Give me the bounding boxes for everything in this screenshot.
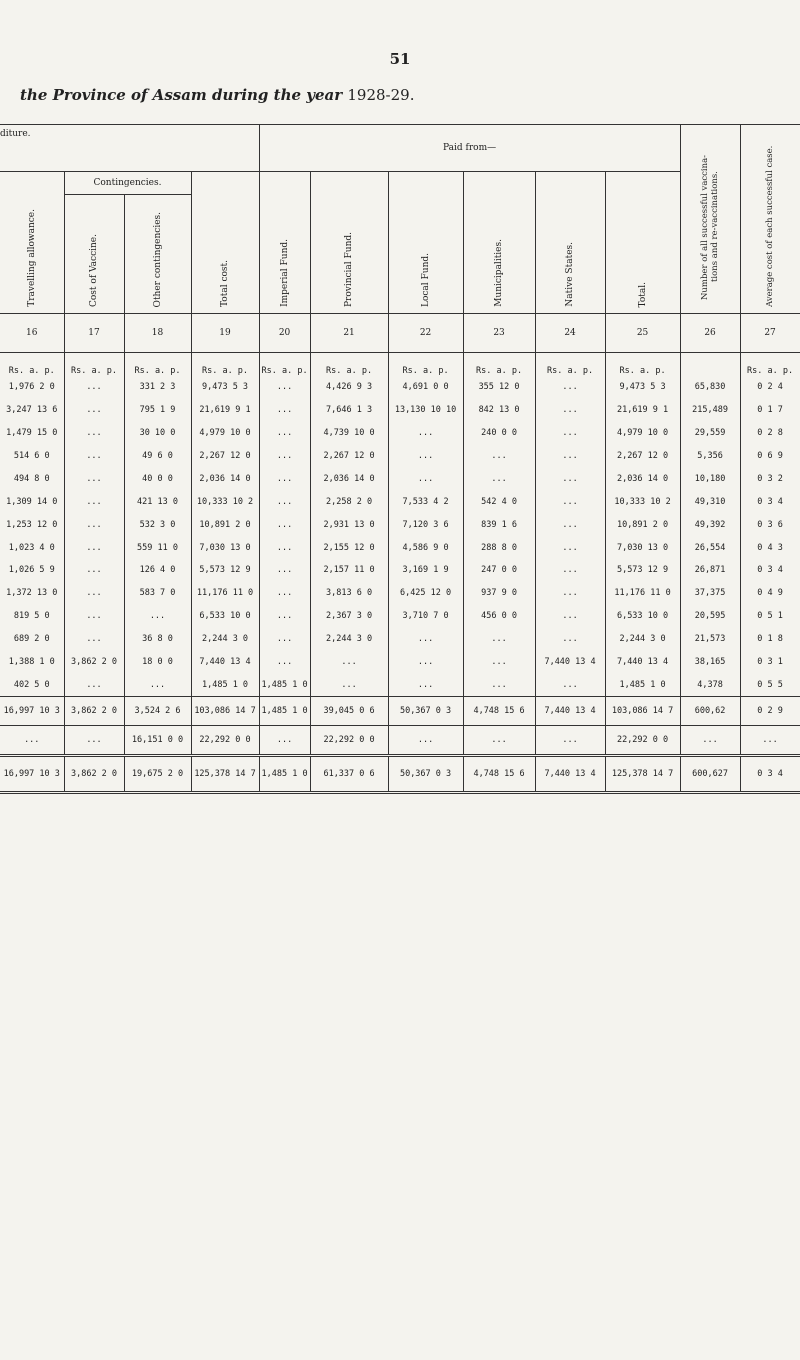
table-cell: ... <box>259 490 310 513</box>
table-cell: 247 0 0 <box>463 559 535 582</box>
table-cell: ... <box>64 467 124 490</box>
total-cell: 22,292 0 0 <box>605 726 680 756</box>
column-number: 18 <box>124 314 191 353</box>
table-cell: ... <box>535 513 605 536</box>
total-cell: 22,292 0 0 <box>191 726 259 756</box>
table-cell: 819 5 0 <box>0 605 64 628</box>
table-cell: 11,176 11 0 <box>191 582 259 605</box>
total-cell: 19,675 2 0 <box>124 756 191 793</box>
table-cell: 4,586 9 0 <box>388 536 463 559</box>
table-cell: 2,036 14 0 <box>310 467 388 490</box>
table-cell: 49 6 0 <box>124 445 191 468</box>
table-cell: ... <box>64 673 124 696</box>
table-cell: 689 2 0 <box>0 628 64 651</box>
unit-label: Rs. a. p. <box>310 353 388 376</box>
total-cell: 50,367 0 3 <box>388 756 463 793</box>
table-cell: 0 2 4 <box>740 376 800 399</box>
table-row <box>0 399 800 422</box>
table-cell: ... <box>535 628 605 651</box>
column-number: 19 <box>191 314 259 353</box>
table-cell: 6,533 10 0 <box>605 605 680 628</box>
table-cell: 21,573 <box>680 628 740 651</box>
table-cell: 2,036 14 0 <box>605 467 680 490</box>
total-cell: 0 2 9 <box>740 697 800 726</box>
table-row <box>0 490 800 513</box>
table-row <box>0 445 800 468</box>
table-cell: ... <box>64 376 124 399</box>
number-successful-header: Number of all successful vaccina- tions and re-vaccinations. <box>680 125 740 314</box>
table-cell: 3,862 2 0 <box>64 651 124 674</box>
table-cell: ... <box>259 536 310 559</box>
table-cell: 21,619 9 1 <box>605 399 680 422</box>
table-cell: 937 9 0 <box>463 582 535 605</box>
table-cell: ... <box>535 376 605 399</box>
table-cell: 0 4 3 <box>740 536 800 559</box>
table-cell: ... <box>310 673 388 696</box>
table-cell: 1,485 1 0 <box>259 673 310 696</box>
column-number: 17 <box>64 314 124 353</box>
unit-label: Rs. a. p. <box>605 353 680 376</box>
table-cell: ... <box>463 467 535 490</box>
table-totals <box>0 697 800 793</box>
table-cell: ... <box>64 605 124 628</box>
table-cell: 13,130 10 10 <box>388 399 463 422</box>
table-cell: ... <box>388 651 463 674</box>
table-cell: ... <box>535 445 605 468</box>
table-cell: ... <box>535 467 605 490</box>
table-cell: ... <box>124 673 191 696</box>
table-cell: 1,485 1 0 <box>605 673 680 696</box>
table-cell: 2,244 3 0 <box>191 628 259 651</box>
table-cell: ... <box>64 490 124 513</box>
column-number: 20 <box>259 314 310 353</box>
column-number: 24 <box>535 314 605 353</box>
table-cell: 5,573 12 9 <box>191 559 259 582</box>
total-cell: 1,485 1 0 <box>259 756 310 793</box>
table-cell: ... <box>64 422 124 445</box>
table-cell: 26,871 <box>680 559 740 582</box>
table-cell: 7,120 3 6 <box>388 513 463 536</box>
table-cell: ... <box>259 513 310 536</box>
table-cell: 402 5 0 <box>0 673 64 696</box>
table-cell: ... <box>388 467 463 490</box>
table-cell: 20,595 <box>680 605 740 628</box>
table-cell: ... <box>310 651 388 674</box>
table-cell: 514 6 0 <box>0 445 64 468</box>
total-cell: 16,997 10 3 <box>0 756 64 793</box>
table-cell: 1,976 2 0 <box>0 376 64 399</box>
paid-from-header: Paid from— <box>259 125 680 172</box>
local-fund-header: Local Fund. <box>388 172 463 314</box>
table-cell: 3,710 7 0 <box>388 605 463 628</box>
total-cell: 39,045 0 6 <box>310 697 388 726</box>
column-number: 16 <box>0 314 64 353</box>
other-contingencies-header: Other contingencies. <box>124 195 191 314</box>
subtotal-row <box>0 697 800 726</box>
total-cost-header: Total cost. <box>191 172 259 314</box>
table-cell: 2,258 2 0 <box>310 490 388 513</box>
expenditure-table <box>0 124 800 794</box>
table-cell: 2,244 3 0 <box>310 628 388 651</box>
contingencies-header: Contingencies. <box>64 172 191 195</box>
total-cell: ... <box>463 726 535 756</box>
table-cell: ... <box>259 422 310 445</box>
table-cell: 7,030 13 0 <box>605 536 680 559</box>
table-cell: 11,176 11 0 <box>605 582 680 605</box>
table-cell: 3,169 1 9 <box>388 559 463 582</box>
table-cell: ... <box>64 513 124 536</box>
table-cell: 7,030 13 0 <box>191 536 259 559</box>
table-row <box>0 605 800 628</box>
table-body <box>0 353 800 697</box>
table-cell: ... <box>463 628 535 651</box>
table-cell: 7,440 13 4 <box>191 651 259 674</box>
table-cell: 4,979 10 0 <box>191 422 259 445</box>
total-cell: 0 3 4 <box>740 756 800 793</box>
table-cell: 542 4 0 <box>463 490 535 513</box>
unit-label: Rs. a. p. <box>259 353 310 376</box>
table-cell: ... <box>535 582 605 605</box>
table-cell: ... <box>259 559 310 582</box>
table-cell: 5,573 12 9 <box>605 559 680 582</box>
provincial-fund-header: Provincial Fund. <box>310 172 388 314</box>
total-cell: 125,378 14 7 <box>605 756 680 793</box>
table-cell: 1,253 12 0 <box>0 513 64 536</box>
table-cell: 26,554 <box>680 536 740 559</box>
table-cell: 6,425 12 0 <box>388 582 463 605</box>
table-cell: ... <box>259 376 310 399</box>
table-cell: 10,891 2 0 <box>191 513 259 536</box>
table-cell: 0 6 9 <box>740 445 800 468</box>
total-header: Total. <box>605 172 680 314</box>
grand-total-row <box>0 756 800 793</box>
table-cell: 215,489 <box>680 399 740 422</box>
column-number: 27 <box>740 314 800 353</box>
table-cell: ... <box>259 445 310 468</box>
total-cell: 103,086 14 7 <box>605 697 680 726</box>
unit-label: Rs. a. p. <box>191 353 259 376</box>
table-cell: 21,619 9 1 <box>191 399 259 422</box>
table-cell: ... <box>535 536 605 559</box>
unit-label: Rs. a. p. <box>740 353 800 376</box>
page-title <box>20 86 414 104</box>
table-cell: ... <box>259 467 310 490</box>
table-cell: 37,375 <box>680 582 740 605</box>
expenditure-table-wrap <box>0 124 800 794</box>
table-cell: 36 8 0 <box>124 628 191 651</box>
table-cell: 38,165 <box>680 651 740 674</box>
total-cell: 16,997 10 3 <box>0 697 64 726</box>
table-cell: 583 7 0 <box>124 582 191 605</box>
table-cell: 2,267 12 0 <box>605 445 680 468</box>
table-cell: 0 3 4 <box>740 490 800 513</box>
table-row <box>0 559 800 582</box>
table-cell: 9,473 5 3 <box>191 376 259 399</box>
unit-label: Rs. a. p. <box>0 353 64 376</box>
table-cell: 2,244 3 0 <box>605 628 680 651</box>
total-cell: 600,627 <box>680 756 740 793</box>
table-cell: 49,310 <box>680 490 740 513</box>
table-cell: 7,646 1 3 <box>310 399 388 422</box>
table-cell: 331 2 3 <box>124 376 191 399</box>
table-cell: 0 2 8 <box>740 422 800 445</box>
table-row <box>0 536 800 559</box>
total-cell: 1,485 1 0 <box>259 697 310 726</box>
table-cell: ... <box>535 399 605 422</box>
table-cell: 65,830 <box>680 376 740 399</box>
table-row <box>0 467 800 490</box>
total-cell: ... <box>64 726 124 756</box>
table-cell: ... <box>64 445 124 468</box>
total-cell: 4,748 15 6 <box>463 756 535 793</box>
table-cell: 0 5 5 <box>740 673 800 696</box>
total-cell: ... <box>0 726 64 756</box>
table-cell: 0 1 7 <box>740 399 800 422</box>
column-number: 21 <box>310 314 388 353</box>
table-cell: ... <box>388 422 463 445</box>
table-cell: ... <box>535 490 605 513</box>
table-cell: 10,180 <box>680 467 740 490</box>
table-cell: 240 0 0 <box>463 422 535 445</box>
table-cell: 30 10 0 <box>124 422 191 445</box>
table-row <box>0 513 800 536</box>
table-cell: 49,392 <box>680 513 740 536</box>
total-cell: 4,748 15 6 <box>463 697 535 726</box>
table-cell: 0 3 1 <box>740 651 800 674</box>
table-cell: 842 13 0 <box>463 399 535 422</box>
total-cell: 3,862 2 0 <box>64 697 124 726</box>
table-cell: 40 0 0 <box>124 467 191 490</box>
table-cell: 559 11 0 <box>124 536 191 559</box>
table-cell: 2,931 13 0 <box>310 513 388 536</box>
additional-row <box>0 726 800 756</box>
table-cell: 1,372 13 0 <box>0 582 64 605</box>
total-cell: ... <box>740 726 800 756</box>
table-cell: 494 8 0 <box>0 467 64 490</box>
column-number: 26 <box>680 314 740 353</box>
table-cell: ... <box>388 445 463 468</box>
table-cell: 5,356 <box>680 445 740 468</box>
table-cell: 0 4 9 <box>740 582 800 605</box>
table-cell: 7,533 4 2 <box>388 490 463 513</box>
table-cell: 10,891 2 0 <box>605 513 680 536</box>
unit-label: Rs. a. p. <box>64 353 124 376</box>
total-cell: 50,367 0 3 <box>388 697 463 726</box>
total-cell: 103,086 14 7 <box>191 697 259 726</box>
table-cell: 0 3 2 <box>740 467 800 490</box>
table-cell: 10,333 10 2 <box>605 490 680 513</box>
table-cell: 4,739 10 0 <box>310 422 388 445</box>
unit-label <box>680 353 740 376</box>
table-cell: ... <box>535 605 605 628</box>
table-cell: 4,691 0 0 <box>388 376 463 399</box>
table-cell: ... <box>259 628 310 651</box>
table-cell: ... <box>259 582 310 605</box>
table-cell: 0 5 1 <box>740 605 800 628</box>
table-cell: 1,485 1 0 <box>191 673 259 696</box>
table-cell: 1,026 5 9 <box>0 559 64 582</box>
expenditure-header: diture. <box>0 125 259 172</box>
unit-label: Rs. a. p. <box>535 353 605 376</box>
unit-label: Rs. a. p. <box>463 353 535 376</box>
total-cell: 7,440 13 4 <box>535 756 605 793</box>
table-cell: 1,309 14 0 <box>0 490 64 513</box>
page-number: 51 <box>389 50 411 68</box>
table-cell: 355 12 0 <box>463 376 535 399</box>
average-cost-header: Average cost of each successful case. <box>740 125 800 314</box>
total-cell: ... <box>388 726 463 756</box>
total-cell: 3,862 2 0 <box>64 756 124 793</box>
table-cell: ... <box>259 399 310 422</box>
table-cell: 10,333 10 2 <box>191 490 259 513</box>
table-cell: 7,440 13 4 <box>605 651 680 674</box>
table-cell: ... <box>463 673 535 696</box>
table-cell: ... <box>259 605 310 628</box>
table-cell: 532 3 0 <box>124 513 191 536</box>
travelling-allowance-header: Travelling allowance. <box>0 172 64 314</box>
total-cell: ... <box>680 726 740 756</box>
table-cell: 126 4 0 <box>124 559 191 582</box>
table-cell: 4,378 <box>680 673 740 696</box>
table-row <box>0 651 800 674</box>
total-cell: 16,151 0 0 <box>124 726 191 756</box>
table-cell: 421 13 0 <box>124 490 191 513</box>
table-cell: 3,247 13 6 <box>0 399 64 422</box>
cost-of-vaccine-header: Cost of Vaccine. <box>64 195 124 314</box>
table-cell: ... <box>64 559 124 582</box>
table-cell: 2,267 12 0 <box>310 445 388 468</box>
table-row <box>0 673 800 696</box>
table-cell: 0 3 4 <box>740 559 800 582</box>
table-cell: ... <box>388 673 463 696</box>
column-number: 22 <box>388 314 463 353</box>
table-cell: 4,979 10 0 <box>605 422 680 445</box>
table-cell: 6,533 10 0 <box>191 605 259 628</box>
table-cell: 2,155 12 0 <box>310 536 388 559</box>
column-number-row <box>0 314 800 353</box>
table-cell: 288 8 0 <box>463 536 535 559</box>
table-cell: ... <box>463 445 535 468</box>
table-cell: ... <box>64 582 124 605</box>
table-cell: 18 0 0 <box>124 651 191 674</box>
total-cell: ... <box>259 726 310 756</box>
column-number: 25 <box>605 314 680 353</box>
table-cell: ... <box>535 673 605 696</box>
table-cell: ... <box>535 422 605 445</box>
table-cell: 2,367 3 0 <box>310 605 388 628</box>
table-cell: 839 1 6 <box>463 513 535 536</box>
total-cell: 600,62 <box>680 697 740 726</box>
table-cell: 2,036 14 0 <box>191 467 259 490</box>
table-cell: ... <box>259 651 310 674</box>
table-cell: ... <box>64 628 124 651</box>
title-text: the Province of Assam during the year <box>20 86 343 104</box>
table-cell: 7,440 13 4 <box>535 651 605 674</box>
table-row <box>0 628 800 651</box>
total-cell: 61,337 0 6 <box>310 756 388 793</box>
table-cell: 0 1 8 <box>740 628 800 651</box>
table-cell: 0 3 6 <box>740 513 800 536</box>
unit-label: Rs. a. p. <box>388 353 463 376</box>
imperial-fund-header: Imperial Fund. <box>259 172 310 314</box>
unit-label: Rs. a. p. <box>124 353 191 376</box>
table-cell: 9,473 5 3 <box>605 376 680 399</box>
table-cell: 2,267 12 0 <box>191 445 259 468</box>
table-cell: 3,813 6 0 <box>310 582 388 605</box>
municipalities-header: Municipalities. <box>463 172 535 314</box>
total-cell: 3,524 2 6 <box>124 697 191 726</box>
table-cell: ... <box>64 536 124 559</box>
table-cell: 1,479 15 0 <box>0 422 64 445</box>
table-cell: 2,157 11 0 <box>310 559 388 582</box>
total-cell: ... <box>535 726 605 756</box>
native-states-header: Native States. <box>535 172 605 314</box>
table-cell: 29,559 <box>680 422 740 445</box>
table-row <box>0 582 800 605</box>
table-cell: 1,023 4 0 <box>0 536 64 559</box>
table-cell: ... <box>124 605 191 628</box>
table-row <box>0 422 800 445</box>
table-cell: ... <box>535 559 605 582</box>
table-cell: 456 0 0 <box>463 605 535 628</box>
title-year: 1928-29. <box>347 86 415 104</box>
table-cell: 4,426 9 3 <box>310 376 388 399</box>
table-cell: 795 1 9 <box>124 399 191 422</box>
table-cell: ... <box>64 399 124 422</box>
table-cell: ... <box>463 651 535 674</box>
total-cell: 125,378 14 7 <box>191 756 259 793</box>
table-cell: 1,388 1 0 <box>0 651 64 674</box>
total-cell: 22,292 0 0 <box>310 726 388 756</box>
total-cell: 7,440 13 4 <box>535 697 605 726</box>
table-cell: ... <box>388 628 463 651</box>
column-number: 23 <box>463 314 535 353</box>
table-row <box>0 376 800 399</box>
units-row <box>0 353 800 376</box>
